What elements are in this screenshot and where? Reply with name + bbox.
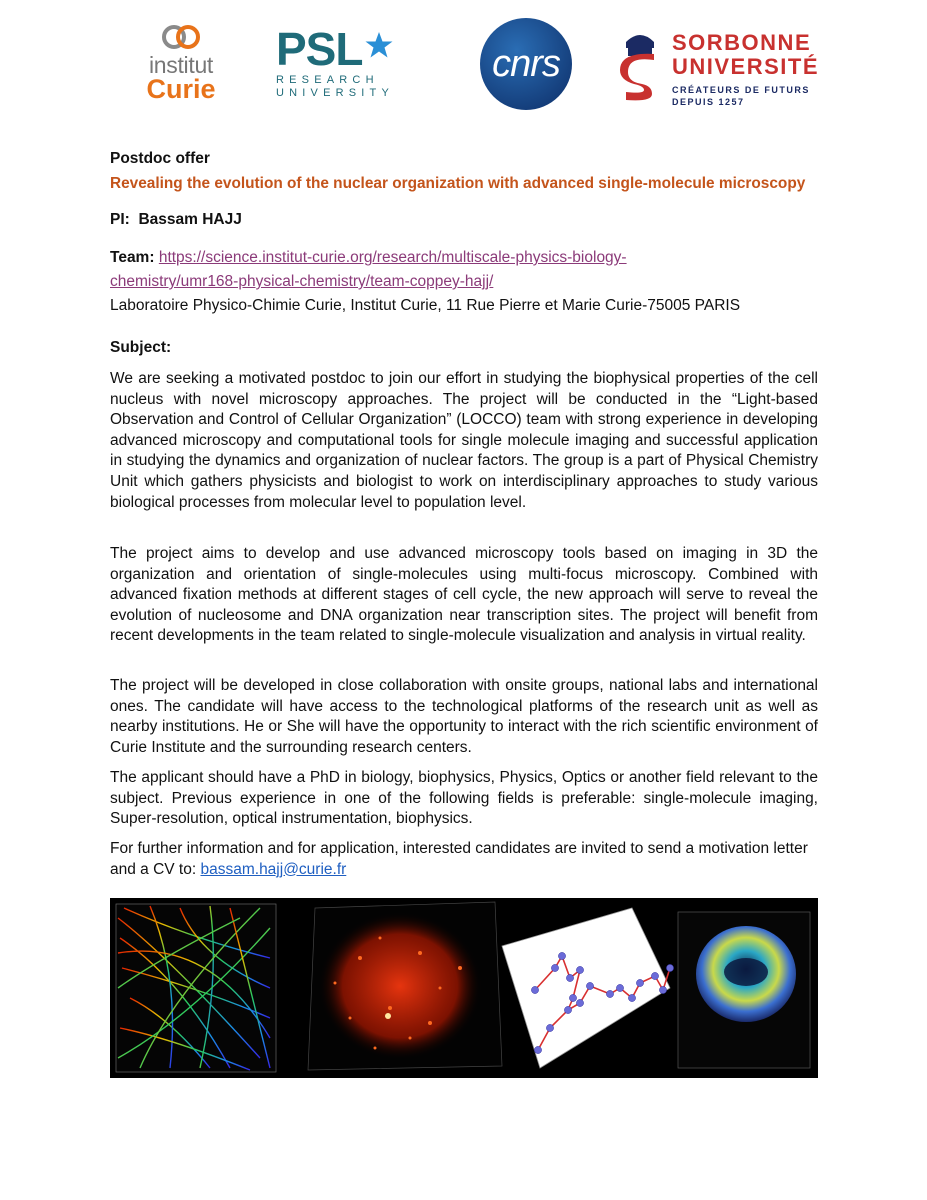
filament-panel [116, 904, 276, 1072]
team-block [110, 246, 740, 318]
team-url-line1: https://science.institut-curie.org/research/multiscale-physics-biology- [158, 249, 627, 266]
sorbonne-emblem-icon [618, 26, 662, 106]
paragraph-project: The project aims to develop and use advanced microscopy tools based on imaging in 3D the organization and orientation of single-molecules using multi-focus microscopy. Combined with advanced fixation methods at different stages of cell cycle, the new approach will serve to reveal the evolution of nucleosome and DNA organization near transcription sites. The project will benefit from recent developments in the team related to single-molecule visualization and analysis in virtual reality. [110, 545, 818, 645]
team-url-line2: chemistry/umr168-physical-chemistry/team-coppey-hajj/ [110, 273, 494, 290]
email-link[interactable]: bassam.hajj@curie.fr [200, 860, 347, 878]
trajectory-panel [502, 908, 674, 1068]
team-label: Team: [110, 249, 155, 266]
team-link[interactable] [110, 249, 627, 290]
sorbonne-tagline1: CRÉATEURS DE FUTURS [672, 85, 810, 95]
paragraph-contact [110, 839, 818, 880]
microscopy-figure-strip [110, 898, 818, 1078]
curie-logo-line2: Curie [146, 74, 216, 104]
subject-heading: Subject: [110, 339, 172, 356]
psl-logo-sub1: RESEARCH [276, 74, 379, 86]
sorbonne-logo [618, 24, 818, 110]
cnrs-logo-text: cnrs [492, 43, 560, 85]
pi-line [110, 211, 242, 229]
paragraph-collaboration: The project will be developed in close collaboration with onsite groups, national labs and international ones. The candidate will have access to the technological platforms of the research unit as well as nearby institutions. He or She will have the opportunity to interact with the rich scientific environment of Curie Institute and the surrounding research centers. [110, 677, 818, 756]
curie-logo-line1: institut [148, 52, 214, 78]
psl-logo-sub2: UNIVERSITY [276, 87, 395, 99]
offer-kind: Postdoc offer [110, 150, 210, 167]
cnrs-logo [480, 18, 572, 110]
star-icon [364, 30, 394, 60]
pi-label: PI: [110, 211, 130, 228]
contact-text: For further information and for application, interested candidates are invited to send a motivation letter and a CV to: [110, 840, 808, 878]
institut-curie-logo [136, 22, 226, 108]
offer-title: Revealing the evolution of the nuclear organization with advanced single-molecule microscopy [110, 175, 806, 192]
paragraph-intro: We are seeking a motivated postdoc to join our effort in studying the biophysical properties of the cell nucleus with novel microscopy approaches. The project will be conducted in the “Light-based Observation and Control of Cellular Organization” (LOCCO) team with strong experience in developing advanced microscopy and computational tools for single molecule imaging and successful application in studying the dynamics and organization of nuclear factors. The group is a part of Physical Chemistry Unit which gathers physicists and biologist to work on interdisciplinary approaches to study various biological processes from molecular level to population level. [110, 370, 818, 511]
sorbonne-line2: UNIVERSITÉ [672, 54, 820, 79]
red-cluster-panel [308, 902, 502, 1070]
psl-logo-text: PSL [276, 23, 363, 75]
paragraph-requirements: The applicant should have a PhD in biology, biophysics, Physics, Optics or another field relevant to the subject. Previous experience in one of the following fields is preferable: single-molecule imaging, Super-resolution, optical instrumentation, biophysics. [110, 769, 818, 828]
pi-name: Bassam HAJJ [138, 211, 242, 228]
sorbonne-tagline2: DEPUIS 1257 [672, 97, 745, 107]
lab-address: Laboratoire Physico-Chimie Curie, Institut Curie, 11 Rue Pierre et Marie Curie-75005 PARIS [110, 297, 741, 314]
curie-rings-icon [156, 22, 206, 52]
sorbonne-line1: SORBONNE [672, 30, 812, 55]
psl-logo [276, 23, 406, 106]
nucleus-panel [678, 912, 810, 1068]
microscopy-images [110, 898, 818, 1078]
